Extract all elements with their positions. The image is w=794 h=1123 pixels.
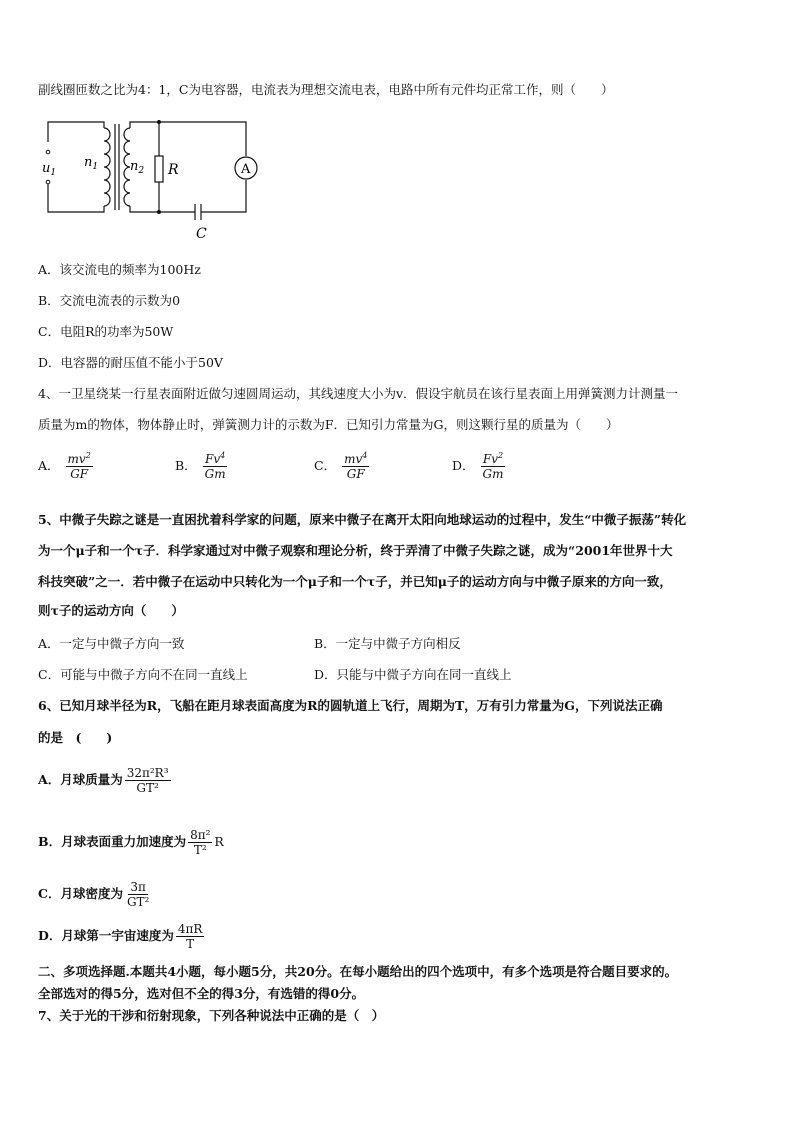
q4-option-c-exponent: 4 (362, 451, 368, 460)
q6-option-a (38, 766, 173, 795)
q4-option-c-label: C． (314, 458, 337, 473)
q4-stem-line2: 质量为m的物体，物体静止时，弹簧测力计的示数为F．已知引力常量为G，则这颗行星的质量为（ ） (38, 417, 619, 432)
q4-option-b-denominator: Gm (204, 467, 226, 481)
q6-option-c-text: C．月球密度为 (38, 886, 123, 901)
q4-option-c-denominator: GF (346, 467, 365, 481)
q5-option-a: A．一定与中微子方向一致 (38, 636, 185, 651)
q5-option-b: B．一定与中微子方向相反 (314, 636, 461, 651)
q6-option-c-denominator: GT² (126, 895, 150, 909)
q6-option-c-numerator: 3π (130, 880, 146, 894)
svg-text:n2 (130, 159, 144, 176)
q6-option-a-denominator: GT² (136, 781, 159, 795)
q6-option-b-denominator: T² (193, 843, 207, 857)
q4-option-d (452, 452, 507, 481)
svg-text:n1 (84, 155, 98, 172)
q6-stem-line2: 的是 ( ) (38, 730, 113, 745)
q6-option-c (38, 880, 153, 909)
q5-stem-line3: 科技突破”之一．若中微子在运动中只转化为一个μ子和一个τ子，并已知μ子的运动方向与中微子原来的方向一致， (38, 574, 672, 589)
n2-label: n (130, 159, 139, 174)
n2-subscript: 2 (138, 166, 145, 176)
q4-option-c-numerator: mv (344, 452, 363, 466)
transformer-circuit-diagram (38, 112, 258, 242)
capacitor-label: C (196, 226, 207, 242)
q3-stem: 副线圈匝数之比为4：1，C为电容器，电流表为理想交流电表，电路中所有元件均正常工作，则（ ） (38, 82, 614, 97)
q6-option-d-text: D．月球第一宇宙速度为 (38, 928, 174, 943)
q3-option-c: C．电阻R的功率为50W (38, 324, 174, 339)
section2-heading-line1: 二、多项选择题.本题共4小题，每小题5分，共20分。在每小题给出的四个选项中，有多个选项是符合题目要求的。 (38, 964, 678, 979)
q6-option-b (38, 828, 224, 857)
q4-option-c (314, 452, 371, 481)
q6-option-d (38, 922, 206, 951)
q4-option-d-numerator: Fv (482, 452, 498, 466)
q6-option-b-text: B．月球表面重力加速度为 (38, 834, 187, 849)
u1-subscript: 1 (50, 168, 57, 178)
q3-option-b: B．交流电流表的示数为0 (38, 293, 181, 308)
q4-option-b-numerator: Fv (205, 452, 221, 466)
q3-option-d: D．电容器的耐压值不能小于50V (38, 355, 223, 370)
q4-option-a (38, 452, 95, 481)
q4-stem-line1: 4、一卫星绕某一行星表面附近做匀速圆周运动，其线速度大小为v．假设宇航员在该行星表面上用弹簧测力计测量一 (38, 386, 679, 401)
section2-heading-line2: 全部选对的得5分，选对但不全的得3分，有选错的得0分。 (38, 986, 365, 1001)
q5-stem-line2: 为一个μ子和一个τ子．科学家通过对中微子观察和理论分析，终于弄清了中微子失踪之谜，成为“2001年世界十大 (38, 543, 673, 558)
q4-option-b (175, 452, 230, 481)
q4-option-a-label: A． (38, 458, 60, 473)
q5-stem-line1: 5、中微子失踪之谜是一直困扰着科学家的问题，原来中微子在离开太阳向地球运动的过程中，发生“中微子振荡”转化 (38, 512, 687, 527)
q7-stem: 7、关于光的干涉和衍射现象，下列各种说法中正确的是（ ） (38, 1008, 385, 1023)
q4-option-d-denominator: Gm (482, 467, 504, 481)
q4-option-b-label: B． (175, 458, 197, 473)
svg-text:u1 (42, 161, 56, 178)
q5-stem-line4: 则τ子的运动方向（ ） (38, 603, 184, 618)
n1-subscript: 1 (92, 162, 99, 172)
q4-option-a-denominator: GF (70, 467, 89, 481)
resistor-label: R (168, 162, 179, 178)
q6-option-b-suffix: R (214, 834, 224, 849)
ammeter-label: A (241, 162, 251, 177)
q6-option-d-denominator: T (186, 937, 195, 951)
q6-option-b-numerator: 8π² (190, 828, 211, 842)
q5-option-d: D．只能与中微子方向在同一直线上 (314, 667, 512, 682)
q4-option-d-label: D． (452, 458, 475, 473)
q4-option-d-exponent: 2 (498, 451, 504, 460)
q6-option-a-text: A．月球质量为 (38, 772, 123, 787)
u1-label: u (42, 161, 51, 176)
q5-option-c: C．可能与中微子方向不在同一直线上 (38, 667, 248, 682)
q4-option-a-numerator: mv (67, 452, 86, 466)
q4-option-a-exponent: 2 (85, 451, 91, 460)
q6-option-d-numerator: 4πR (177, 922, 203, 936)
q3-option-a: A．该交流电的频率为100Hz (38, 262, 201, 277)
q6-option-a-numerator: 32π²R³ (126, 766, 169, 780)
q4-option-b-exponent: 4 (220, 451, 226, 460)
n1-label: n (84, 155, 93, 170)
q6-stem-line1: 6、已知月球半径为R，飞船在距月球表面高度为R的圆轨道上飞行，周期为T，万有引力常量为G，下列说法正确 (38, 698, 663, 713)
